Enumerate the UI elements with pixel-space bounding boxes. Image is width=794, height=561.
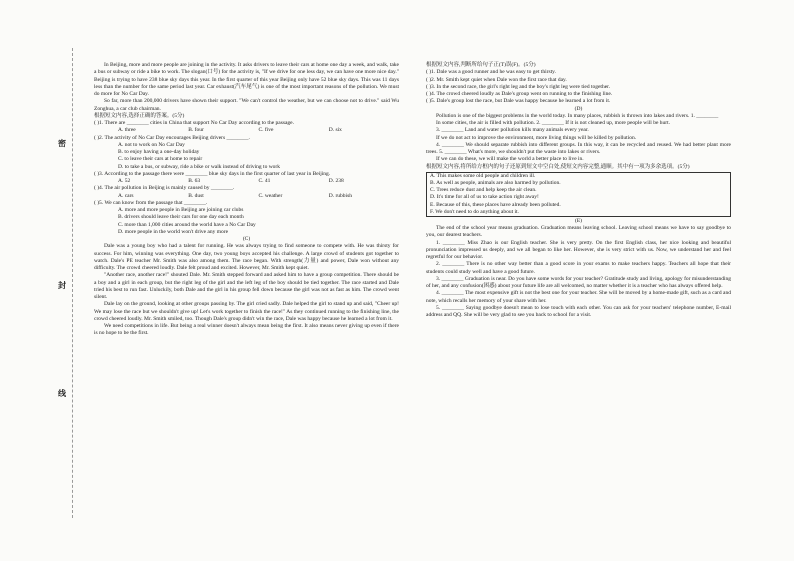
q3-option-d: D. 238 (328, 178, 344, 184)
question-5 (94, 200, 399, 236)
tf-item-1: ( )1. Dale was a good runner and he was easy to get thirsty. (426, 69, 556, 76)
q1-option-b: B. four (188, 127, 204, 134)
q5-stem: We can know from the passage that ________. (104, 199, 208, 206)
graduation-paragraph-5: 4. ________ The most expensive gift is not the best one for your teacher. She will be moved by a home-made gift, such as a card and note, which recalls her memory of your share with her. (426, 290, 731, 304)
q2-stem: The activity of No Car Day encourages Beijing drivers ________. (104, 134, 250, 141)
q1-option-d: D. six (328, 127, 342, 134)
section-label-c: (C) (242, 236, 251, 242)
choice-a: A. This makes some old people and children ill. (430, 172, 536, 179)
q4-option-c: C. weather (258, 192, 283, 199)
q3-stem: According to the passage there were ________ blue sky days in the first quarter of last year in Beijing. (104, 170, 331, 177)
graduation-paragraph-2: 1. ________ Miss Zhao is our English teacher. She is very pretty. On the first English class, her nice looking and beautiful pronunciation impressed us deeply, and we all began to like her. However, she is very strict with us. Now, we understand her and feel regretful for our behavior. (426, 239, 731, 261)
graduation-paragraph-3: 2. ________ There is no other way better than a good score in your exams to make teachers happy. Teachers all hope that their students could study well and have a good future. (426, 261, 731, 275)
pollution-paragraph-1: Pollution is one of the biggest problems in the world today. In many places, rubbish is thrown into lakes and rivers. 1. ________ (436, 112, 719, 119)
q3-option-a: A. 52 (118, 178, 131, 184)
q4-number: ( )4. (94, 185, 104, 192)
q2-option-b: B. to enjoy having a one-day holiday (118, 149, 200, 155)
pollution-paragraph-3: 3. ________ Land and water pollution kills many animals every year. (436, 127, 589, 134)
passage-c-instruction: 根据短文内容,选择正确的答案。(5分) (94, 112, 185, 119)
graduation-paragraph-4: 3. ________ Graduation is near. Do you have some words for your teacher? Gratitude study and living, apology for misunderstanding of her, and any confusion(困惑) about your future life are all welcomed, no matter whether it is a teacher who has always offered help. (426, 275, 731, 290)
gutter-char-mi: 密 (58, 139, 66, 148)
q2-option-a: A. not to work on No Car Day (118, 141, 185, 148)
seal-dashed-line (72, 48, 73, 518)
q4-stem: The air pollution in Beijing is mainly caused by ________. (104, 185, 235, 192)
dale-paragraph-1: Dale was a young boy who had a talent for running. He was always trying to find someone to compete with. He was thirsty for success. For him, winning was everything. One day, two young boys accepted his challenge. A large crowd of students got together to watch. Dale's PE teacher Mr. Smith was also among them. The race began. With strength(力量) and power, Dale won without any difficulty. The crowd cheered loudly. Dale felt proud and excited. However, Mr. Smith kept quiet. (94, 243, 399, 271)
q4-option-b: B. dust (188, 192, 204, 199)
q3-number: ( )3. (94, 170, 104, 177)
section-label-e: (E) (574, 217, 583, 224)
q3-option-b: B. 63 (188, 178, 201, 184)
sentence-completion-instruction: 根据短文内容,将所给方框内的句子还原到短文中空白处,使短文内容完整,通顺。其中有一项为多余选项。(5分) (426, 163, 690, 170)
q1-option-c: C. five (258, 127, 274, 134)
pollution-paragraph-6: If we can do these, we will make the world a better place to live in. (436, 156, 584, 163)
choice-b: B. As well as people, animals are also harmed by pollution. (430, 179, 561, 186)
question-1 (94, 120, 399, 135)
binding-gutter (52, 0, 70, 561)
right-column (426, 62, 731, 319)
choice-e: E. Because of this, these places have already been polluted. (430, 201, 561, 208)
choice-f: F. We don't need to do anything about it. (430, 208, 519, 215)
tf-instruction: 根据短文内容,判断所给句子正(T)误(F)。(5分) (426, 62, 536, 68)
q4-option-d: D. rubbish (328, 192, 352, 199)
tf-item-5: ( )5. Dale's group lost the race, but Dale was happy because he learned a lot from it. (426, 98, 611, 105)
left-column (94, 62, 399, 338)
dale-paragraph-3: Dale lay on the ground, looking at other groups passing by. The girl cried sadly. Dale helped the girl to stand up and said, "Cheer up! We may lose the race but we shouldn't give up! Let's work together to finish the race!" As they continued running to the finishing line, the crowd cheered loudly. Mr. Smith smiled, too. Though Dale's group didn't win the race, Dale was happy because he learned a lot from it. (94, 301, 399, 322)
graduation-paragraph-1: The end of the school year means graduation. Graduation means leaving school. Leaving school means we have to say goodbye to you, our dearest teachers. (426, 225, 731, 239)
pollution-paragraph-5: 4. ________ We should separate rubbish into different groups. In this way, it can be recycled and reused. We had better plant more trees. 5. ________ What's more, we shouldn't put the waste into lakes or rivers. (426, 141, 731, 155)
pollution-paragraph-2: In some cities, the air is filled with pollution. 2. ________ If it is not cleaned up, more people will be hurt. (436, 120, 671, 126)
graduation-paragraph-6: 5. ________ Saying goodbye doesn't mean to lose touch with each other. You can ask for your teachers' telephone number, E-mail address and QQ. She will be very glad to see you back to school for a visit. (426, 304, 731, 319)
tf-item-3: ( )3. In the second race, the girl's right leg and the boy's right leg were tied together. (426, 83, 611, 90)
q5-number: ( )5. (94, 199, 104, 206)
gutter-char-xian: 线 (58, 389, 66, 398)
q5-option-c: C. more than 1,000 cities around the world have a No Car Day (118, 221, 256, 228)
choices-box (426, 172, 731, 217)
q2-number: ( )2. (94, 134, 104, 141)
dale-paragraph-4: We need competitions in life. But being a real winner doesn't always mean being the first. It also means never giving up even if there is no hope to be the first. (94, 323, 399, 337)
q1-stem: There are ________ cities in China that support No Car Day according to the passage. (104, 120, 294, 126)
q1-option-a: A. three (118, 127, 136, 134)
gutter-char-feng: 封 (58, 281, 66, 290)
tf-item-4: ( )4. The crowd cheered loudly as Dale's group went on running to the finishing line. (426, 91, 613, 97)
q1-number: ( )1. (94, 120, 104, 126)
q2-option-d: D. to take a bus, or subway, ride a bike or walk instead of driving to work (118, 163, 281, 170)
question-2 (94, 135, 399, 171)
choice-d: D. It's time for all of us to take action right away! (430, 194, 539, 201)
choice-c: C. Trees reduce dust and help keep the air clean. (430, 187, 537, 194)
q2-option-c: C. to leave their cars at home to repair (118, 156, 203, 163)
section-label-d: (D) (574, 105, 583, 112)
question-4 (94, 185, 399, 200)
q4-option-a: A. cars (118, 192, 134, 199)
q5-option-d: D. more people in the world won't drive any more (118, 228, 229, 235)
q5-option-b: B. drivers should leave their cars for one day each month (118, 214, 244, 221)
q3-option-c: C. 41 (258, 178, 271, 184)
question-3 (94, 171, 399, 186)
pollution-paragraph-4: If we do not act to improve the environment, more living things will be killed by pollution. (436, 134, 637, 141)
tf-item-2: ( )2. Mr. Smith kept quiet when Dale won the first race that day. (426, 76, 567, 83)
passage-c-para2: So far, more than 200,000 drivers have shown their support. "We can't control the weather, but we can choose not to drive." said Wu Zonghua, a car club chairman. (94, 98, 399, 112)
q5-option-a: A. more and more people in Beijing are joining car clubs (118, 207, 244, 213)
passage-c-intro: In Beijing, more and more people are joining in the activity. It asks drivers to leave their cars at home one day a week, and walk, take a bus or subway or ride a bike to work. The slogan(口号) for the activity is, "If we drive for one less day, we can have one more nice day." Beijing is trying to have 238 blue sky days this year. In the first quarter of this year Beijing only have 52 blue sky days. This was 11 days less than the number for the same period last year. Car exhaust(汽车尾气) is one of the most important reasons of the pollution. We must do more for No Car Day. (94, 62, 399, 97)
dale-paragraph-2: "Another race, another race!" shouted Dale. Mr. Smith stepped forward and asked him to have a group competition. There should be a boy and a girl in each group, but the right leg of the girl and the left leg of the boy should be tied together. The race started and Dale tried his best to run fast. Unluckily, both Dale and the girl in his group fell down because the girl was not as fast as him. The crowd went silent. (94, 272, 399, 300)
